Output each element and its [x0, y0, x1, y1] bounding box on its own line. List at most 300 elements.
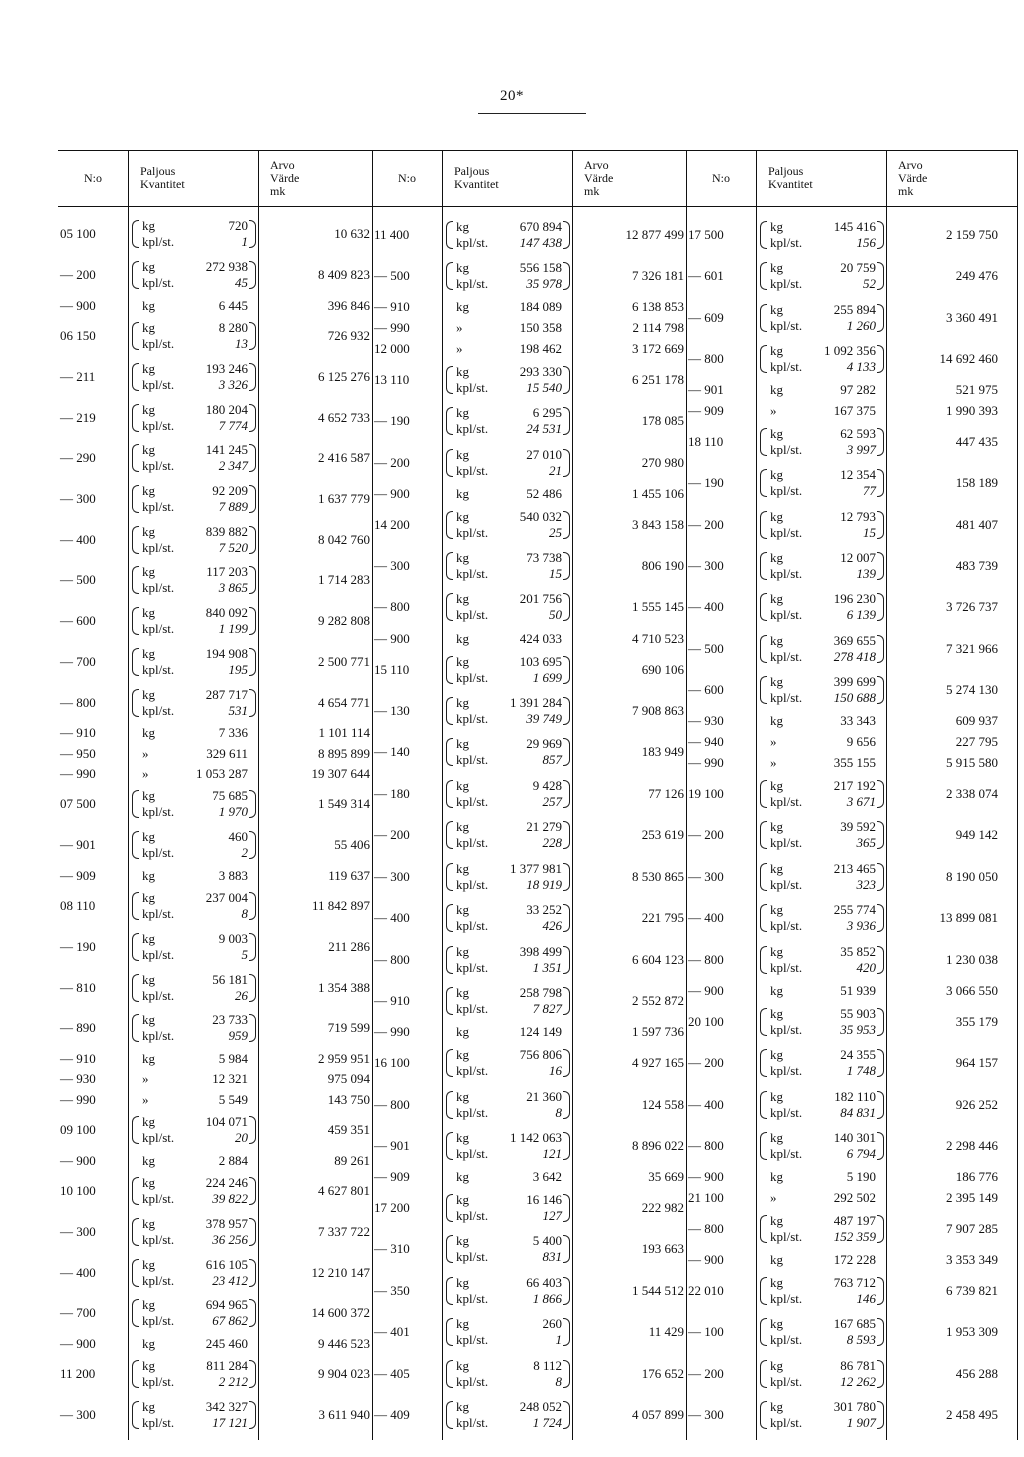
quantity-value: 3 326	[218, 376, 248, 392]
item-number: 16 100	[374, 1055, 410, 1071]
left-brace	[760, 593, 767, 621]
right-brace	[877, 304, 884, 332]
quantity-cell	[128, 1071, 258, 1087]
item-number: — 910	[374, 992, 410, 1008]
value-cell: 2 395 149	[946, 1189, 998, 1205]
unit-label: kg	[456, 1316, 469, 1332]
quantity-cell	[756, 1213, 886, 1245]
left-brace	[760, 345, 767, 373]
unit-label: kpl/st.	[456, 711, 489, 727]
item-number: 14 200	[374, 516, 410, 532]
item-number: — 909	[688, 402, 724, 418]
table-row	[58, 825, 372, 866]
item-number: 10 100	[60, 1183, 96, 1199]
unit-label: »	[770, 734, 777, 750]
quantity-value: 398 499	[519, 943, 562, 959]
table-row	[58, 1293, 372, 1334]
unit-label: kpl/st.	[142, 499, 175, 515]
quantity-value: 5	[241, 946, 248, 962]
quantity-cell	[756, 343, 886, 375]
table-row	[58, 1151, 372, 1171]
unit-label: kg	[456, 508, 469, 524]
quantity-value: 77	[863, 483, 876, 499]
weight-line	[442, 944, 572, 960]
value-cell: 5 915 580	[946, 754, 998, 770]
unit-label: kpl/st.	[770, 876, 803, 892]
value-cell: 186 776	[955, 1169, 998, 1184]
right-brace	[249, 322, 256, 350]
unit-label: kpl/st.	[456, 1104, 489, 1120]
unit-label: kpl/st.	[770, 1373, 803, 1389]
left-brace	[760, 1091, 767, 1119]
quantity-value: 6 295	[532, 405, 562, 421]
quantity-value: 24 531	[526, 421, 562, 437]
item-number: 22 010	[688, 1282, 724, 1298]
right-brace	[249, 831, 256, 859]
value-cell: 926 252	[955, 1096, 998, 1112]
item-number: — 290	[60, 450, 96, 466]
item-number: — 300	[60, 1223, 96, 1239]
quantity-value: 29 969	[526, 736, 562, 752]
quantity-value: 24 355	[840, 1047, 876, 1063]
quantity-value: 198 462	[519, 340, 562, 356]
table-row	[686, 897, 1000, 938]
table-row	[372, 980, 686, 1021]
quantity-value: 150 688	[833, 690, 876, 706]
pieces-line	[128, 906, 258, 922]
left-brace	[132, 648, 139, 676]
item-number: — 950	[60, 745, 96, 761]
left-brace	[446, 366, 453, 394]
right-brace	[877, 904, 884, 932]
right-brace	[877, 1360, 884, 1388]
right-brace	[563, 1360, 570, 1388]
unit-label: kpl/st.	[456, 1290, 489, 1306]
unit-label: kpl/st.	[142, 906, 175, 922]
unit-label: kpl/st.	[142, 1313, 175, 1329]
weight-line	[442, 654, 572, 670]
value-cell: 949 142	[955, 827, 998, 843]
quantity-value: 196 230	[833, 591, 876, 607]
unit-label: kg	[456, 1088, 469, 1104]
unit-label: kpl/st.	[456, 959, 489, 975]
pieces-line	[128, 988, 258, 1004]
left-brace	[446, 821, 453, 849]
table-row	[372, 1270, 686, 1311]
table-row	[686, 297, 1000, 338]
weight-line	[442, 695, 572, 711]
item-number: — 300	[688, 868, 724, 884]
item-number: — 900	[688, 1251, 724, 1267]
quantity-value: 378 957	[205, 1215, 248, 1231]
unit-label: kpl/st.	[770, 607, 803, 623]
pieces-line	[756, 318, 886, 334]
right-brace	[563, 262, 570, 290]
quantity-cell	[756, 382, 886, 398]
quantity-value: 1	[555, 1332, 562, 1348]
unit-label: kg	[770, 1047, 783, 1063]
quantity-value: 720	[228, 218, 248, 234]
quantity-value: 531	[228, 702, 248, 718]
quantity-value: 1 377 981	[510, 860, 562, 876]
table-row	[58, 438, 372, 479]
weight-line	[756, 1089, 886, 1105]
item-number: — 190	[374, 413, 410, 429]
quantity-cell	[128, 1358, 258, 1390]
quantity-value: 763 712	[833, 1274, 876, 1290]
item-number: — 409	[374, 1407, 410, 1423]
unit-label: kg	[456, 777, 469, 793]
quantity-value: 7 336	[218, 725, 248, 741]
quantity-value: 1 866	[532, 1290, 562, 1306]
quantity-value: 117 203	[206, 564, 248, 580]
quantity-value: 39 749	[526, 711, 562, 727]
unit-label: kpl/st.	[770, 835, 803, 851]
table-row	[372, 1394, 686, 1435]
pieces-line	[756, 1146, 886, 1162]
quantity-value: 1 142 063	[510, 1129, 562, 1145]
unit-label: kpl/st.	[142, 539, 175, 555]
item-number: — 800	[374, 599, 410, 615]
right-brace	[877, 345, 884, 373]
weight-line	[756, 861, 886, 877]
quantity-value: 6 794	[846, 1145, 876, 1161]
pieces-line	[128, 1313, 258, 1329]
quantity-value: 39 822	[212, 1191, 248, 1207]
quantity-cell	[442, 219, 572, 251]
weight-line	[756, 550, 886, 566]
left-brace	[446, 449, 453, 477]
quantity-cell	[128, 442, 258, 474]
unit-label: kg	[770, 591, 783, 607]
value-cell: 4 710 523	[632, 630, 684, 646]
quantity-value: 141 245	[205, 442, 248, 458]
right-brace	[563, 552, 570, 580]
table-row	[686, 1208, 1000, 1249]
quantity-cell	[442, 364, 572, 396]
pieces-line	[128, 499, 258, 515]
right-brace	[877, 1215, 884, 1243]
quantity-cell	[128, 259, 258, 291]
unit-label: kg	[456, 1169, 469, 1184]
value-cell: 193 663	[641, 1241, 684, 1257]
right-brace	[877, 428, 884, 456]
left-brace	[446, 987, 453, 1015]
quantity-value: 272 938	[205, 259, 248, 275]
value-cell: 9 446 523	[318, 1335, 370, 1351]
quantity-cell	[756, 755, 886, 771]
value-cell: 2 338 074	[946, 785, 998, 801]
unit-label: kg	[456, 1129, 469, 1145]
quantity-value: 1 699	[532, 669, 562, 685]
quantity-value: 21 360	[526, 1088, 562, 1104]
pieces-line	[442, 794, 572, 810]
quantity-value: 1 351	[532, 959, 562, 975]
quantity-value: 257	[542, 793, 562, 809]
weight-line	[128, 218, 258, 234]
item-number: — 800	[688, 350, 724, 366]
right-brace	[877, 1049, 884, 1077]
quantity-value: 9 656	[846, 734, 876, 750]
unit-label: kpl/st.	[456, 1000, 489, 1016]
value-cell: 1 101 114	[318, 725, 370, 741]
item-number: — 200	[688, 1365, 724, 1381]
left-brace	[132, 1299, 139, 1327]
right-brace	[249, 526, 256, 554]
unit-label: kg	[456, 902, 469, 918]
unit-label: kg	[770, 713, 783, 729]
quantity-value: 127	[542, 1208, 562, 1224]
table-row	[372, 338, 686, 359]
left-brace	[132, 689, 139, 717]
pieces-line	[442, 607, 572, 623]
weight-line	[128, 1092, 258, 1108]
left-brace	[760, 1277, 767, 1305]
right-brace	[877, 946, 884, 974]
quantity-value: 12 007	[840, 550, 876, 566]
table-row	[58, 519, 372, 560]
right-brace	[877, 1401, 884, 1429]
right-brace	[249, 648, 256, 676]
quantity-value: 16	[549, 1063, 562, 1079]
quantity-value: 124 149	[519, 1024, 562, 1040]
item-number: — 300	[688, 1407, 724, 1423]
quantity-cell	[128, 746, 258, 762]
value-cell: 4 927 165	[632, 1055, 684, 1071]
table-row	[58, 723, 372, 743]
left-brace	[760, 863, 767, 891]
left-brace	[446, 656, 453, 684]
left-brace	[132, 1360, 139, 1388]
pieces-line	[756, 690, 886, 706]
right-brace	[249, 974, 256, 1002]
quantity-cell	[442, 1233, 572, 1265]
table-row	[372, 1084, 686, 1125]
item-number: — 600	[688, 682, 724, 698]
quantity-value: 39 592	[840, 819, 876, 835]
value-cell: 1 354 388	[318, 979, 370, 995]
value-cell: 176 652	[641, 1365, 684, 1381]
pieces-line	[128, 703, 258, 719]
quantity-value: 145 416	[833, 218, 876, 234]
table-row	[58, 357, 372, 398]
unit-label: kg	[456, 695, 469, 711]
left-brace	[446, 1277, 453, 1305]
quantity-cell	[756, 674, 886, 706]
value-cell: 1 455 106	[632, 485, 684, 501]
table-row	[686, 1270, 1000, 1311]
value-cell: 456 288	[955, 1365, 998, 1381]
unit-label: kg	[770, 777, 783, 793]
quantity-value: 1 391 284	[510, 695, 562, 711]
unit-label: kpl/st.	[770, 1415, 803, 1431]
quantity-value: 756 806	[519, 1047, 562, 1063]
quantity-value: 20 759	[840, 260, 876, 276]
value-cell: 396 846	[327, 297, 370, 313]
pieces-line	[756, 235, 886, 251]
value-cell: 270 980	[641, 454, 684, 470]
quantity-value: 56 181	[212, 971, 248, 987]
quantity-value: 255 774	[833, 902, 876, 918]
item-number: — 990	[60, 1091, 96, 1107]
value-cell: 8 895 899	[318, 745, 370, 761]
unit-label: kg	[770, 1251, 783, 1267]
table-row	[372, 1187, 686, 1228]
item-number: — 990	[688, 754, 724, 770]
weight-line	[442, 861, 572, 877]
table-row	[686, 400, 1000, 421]
item-number: — 180	[374, 785, 410, 801]
quantity-value: 6 445	[218, 297, 248, 313]
quantity-cell	[442, 341, 572, 357]
unit-label: kpl/st.	[142, 661, 175, 677]
quantity-value: 1 724	[532, 1415, 562, 1431]
weight-line	[128, 524, 258, 540]
unit-label: »	[142, 1091, 149, 1107]
item-number: — 800	[374, 1096, 410, 1112]
right-brace	[877, 863, 884, 891]
unit-label: kpl/st.	[456, 421, 489, 437]
quantity-value: 323	[856, 876, 876, 892]
weight-line	[756, 467, 886, 483]
weight-line	[756, 633, 886, 649]
table-row	[58, 295, 372, 315]
unit-label: kg	[142, 1399, 155, 1415]
quantity-cell	[128, 972, 258, 1004]
pieces-line	[442, 276, 572, 292]
quantity-value: 23 733	[212, 1012, 248, 1028]
pieces-line	[128, 1191, 258, 1207]
quantity-cell	[756, 1358, 886, 1390]
unit-label: kpl/st.	[456, 234, 489, 250]
unit-label: kpl/st.	[770, 317, 803, 333]
quantity-cell	[128, 298, 258, 314]
item-number: 12 000	[374, 340, 410, 356]
right-brace	[563, 593, 570, 621]
right-brace	[563, 821, 570, 849]
table-row	[372, 856, 686, 897]
table-row	[372, 359, 686, 400]
quantity-value: 195	[228, 661, 248, 677]
unit-label: kg	[770, 1169, 783, 1184]
pieces-line	[128, 621, 258, 637]
unit-label: kg	[142, 523, 155, 539]
unit-label: kg	[770, 260, 783, 276]
unit-label: kg	[142, 1335, 155, 1351]
unit-label: kpl/st.	[456, 752, 489, 768]
weight-line	[442, 341, 572, 357]
right-brace	[249, 444, 256, 472]
quantity-cell	[128, 931, 258, 963]
left-brace	[132, 831, 139, 859]
quantity-cell	[756, 591, 886, 623]
unit-label: kpl/st.	[456, 876, 489, 892]
pieces-line	[756, 1105, 886, 1121]
unit-label: kpl/st.	[770, 1104, 803, 1120]
quantity-cell	[442, 299, 572, 315]
value-cell: 459 351	[327, 1122, 370, 1138]
table-row	[372, 773, 686, 814]
quantity-value: 67 862	[212, 1313, 248, 1329]
left-brace	[760, 1215, 767, 1243]
quantity-value: 35 852	[840, 943, 876, 959]
right-brace	[563, 1091, 570, 1119]
table-row	[372, 297, 686, 318]
weight-line	[128, 1216, 258, 1232]
quantity-cell	[756, 426, 886, 458]
quantity-cell	[756, 902, 886, 934]
right-brace	[249, 1218, 256, 1246]
left-brace	[132, 363, 139, 391]
table-row	[372, 1042, 686, 1083]
table-row	[686, 752, 1000, 773]
weight-line	[756, 734, 886, 750]
value-cell: 5 274 130	[946, 682, 998, 698]
weight-line	[442, 320, 572, 336]
quantity-cell	[128, 1092, 258, 1108]
quantity-value: 8 112	[533, 1357, 562, 1373]
pieces-line	[442, 1249, 572, 1265]
table-row	[58, 967, 372, 1008]
right-brace	[563, 1277, 570, 1305]
item-number: — 400	[688, 599, 724, 615]
value-cell: 7 907 285	[946, 1220, 998, 1236]
value-cell: 14 600 372	[311, 1305, 370, 1321]
table-row	[372, 1312, 686, 1353]
unit-label: kpl/st.	[142, 234, 175, 250]
pieces-line	[442, 1374, 572, 1390]
right-brace	[249, 220, 256, 248]
unit-label: kg	[456, 405, 469, 421]
value-cell: 1 230 038	[946, 951, 998, 967]
item-number: — 990	[60, 765, 96, 781]
table-row	[372, 483, 686, 504]
right-brace	[563, 1401, 570, 1429]
left-brace	[132, 790, 139, 818]
quantity-value: 35 978	[526, 276, 562, 292]
quantity-value: 1 748	[846, 1063, 876, 1079]
quantity-value: 8 280	[218, 320, 248, 336]
quantity-cell	[442, 736, 572, 768]
right-brace	[563, 1132, 570, 1160]
value-cell: 77 126	[648, 785, 684, 801]
item-number: — 601	[688, 268, 724, 284]
table-row	[58, 479, 372, 520]
value-cell: 1 953 309	[946, 1324, 998, 1340]
unit-label: kg	[770, 301, 783, 317]
table-row	[686, 255, 1000, 296]
unit-label: kpl/st.	[456, 462, 489, 478]
quantity-cell	[128, 605, 258, 637]
quantity-value: 329 611	[206, 745, 248, 761]
right-brace	[249, 404, 256, 432]
item-number: — 300	[60, 491, 96, 507]
weight-line	[756, 713, 886, 729]
item-number: — 190	[60, 938, 96, 954]
unit-label: kg	[770, 902, 783, 918]
weight-line	[442, 1169, 572, 1185]
right-brace	[563, 863, 570, 891]
weight-line	[128, 972, 258, 988]
value-cell: 3 172 669	[632, 340, 684, 356]
weight-line	[756, 1252, 886, 1268]
item-number: 18 110	[688, 433, 724, 449]
pieces-line	[442, 918, 572, 934]
weight-line	[442, 1358, 572, 1374]
quantity-value: 12 793	[840, 508, 876, 524]
weight-line	[442, 486, 572, 502]
quantity-value: 147 438	[519, 234, 562, 250]
